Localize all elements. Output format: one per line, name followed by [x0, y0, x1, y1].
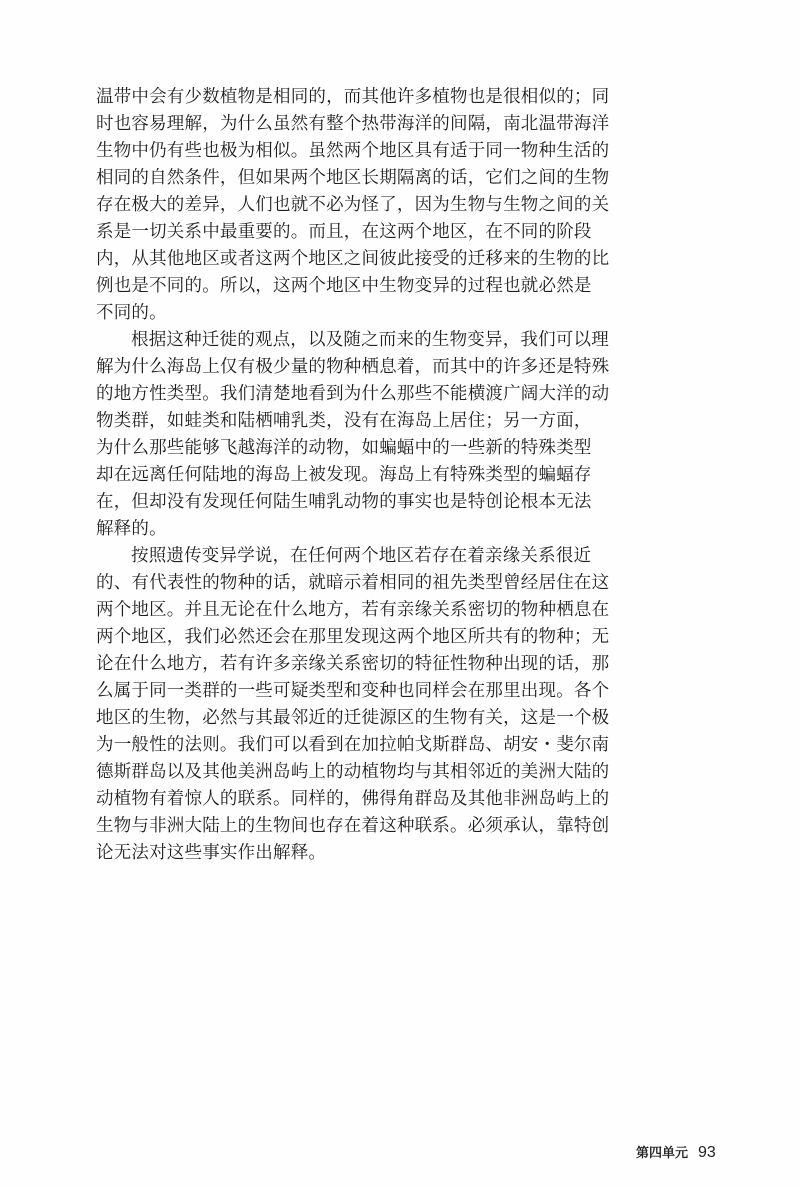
text-line: 不同的。	[96, 303, 167, 323]
text-line: 时也容易理解，为什么虽然有整个热带海洋的间隔，南北温带海洋	[96, 114, 610, 134]
text-line: 么属于同一类群的一些可疑类型和变种也同样会在那里出现。各个	[96, 681, 610, 701]
text-line: 解释的。	[96, 519, 167, 539]
text-line: 在，但却没有发现任何陆生哺乳动物的事实也是特创论根本无法	[96, 492, 592, 512]
text-line: 根据这种迁徙的观点，以及随之而来的生物变异，我们可以理	[131, 330, 609, 350]
text-line: 论在什么地方，若有许多亲缘关系密切的特征性物种出现的话，那	[96, 654, 610, 674]
text-line: 两个地区，我们必然还会在那里发现这两个地区所共有的物种；无	[96, 627, 610, 647]
text-line: 系是一切关系中最重要的。而且，在这两个地区，在不同的阶段	[96, 222, 592, 242]
body-text	[96, 84, 610, 867]
text-line: 例也是不同的。所以，这两个地区中生物变异的过程也就必然是	[96, 276, 592, 296]
text-line: 为什么那些能够飞越海洋的动物，如蝙蝠中的一些新的特殊类型	[96, 438, 592, 458]
text-line: 动植物有着惊人的联系。同样的，佛得角群岛及其他非洲岛屿上的	[96, 789, 610, 809]
text-line: 两个地区。并且无论在什么地方，若有亲缘关系密切的物种栖息在	[96, 600, 610, 620]
text-line: 的、有代表性的物种的话，就暗示着相同的祖先类型曾经居住在这	[96, 573, 610, 593]
page-number: 93	[698, 1144, 716, 1161]
unit-label: 第四单元	[636, 1146, 689, 1161]
text-line: 的地方性类型。我们清楚地看到为什么那些不能横渡广阔大洋的动	[96, 384, 610, 404]
text-line: 物类群，如蛙类和陆栖哺乳类，没有在海岛上居住；另一方面，	[96, 411, 592, 431]
text-line: 论无法对这些事实作出解释。	[96, 843, 327, 863]
page-footer	[636, 1142, 716, 1162]
text-line: 为一般性的法则。我们可以看到在加拉帕戈斯群岛、胡安・斐尔南	[96, 735, 610, 755]
text-line: 相同的自然条件，但如果两个地区长期隔离的话，它们之间的生物	[96, 168, 610, 188]
text-line: 内，从其他地区或者这两个地区之间彼此接受的迁移来的生物的比	[96, 249, 610, 269]
text-line: 解为什么海岛上仅有极少量的物种栖息着，而其中的许多还是特殊	[96, 357, 610, 377]
paragraph	[96, 84, 610, 327]
text-line: 却在远离任何陆地的海岛上被发现。海岛上有特殊类型的蝙蝠存	[96, 465, 592, 485]
paragraph	[96, 543, 610, 867]
text-line: 生物中仍有些也极为相似。虽然两个地区具有适于同一物种生活的	[96, 141, 610, 161]
text-line: 生物与非洲大陆上的生物间也存在着这种联系。必须承认，靠特创	[96, 816, 610, 836]
text-line: 按照遗传变异学说，在任何两个地区若存在着亲缘关系很近	[131, 546, 592, 566]
text-line: 德斯群岛以及其他美洲岛屿上的动植物均与其相邻近的美洲大陆的	[96, 762, 610, 782]
text-line: 温带中会有少数植物是相同的，而其他许多植物也是很相似的；同	[96, 87, 610, 107]
text-line: 存在极大的差异，人们也就不必为怪了，因为生物与生物之间的关	[96, 195, 610, 215]
paragraph	[96, 327, 610, 543]
text-line: 地区的生物，必然与其最邻近的迁徙源区的生物有关，这是一个极	[96, 708, 610, 728]
